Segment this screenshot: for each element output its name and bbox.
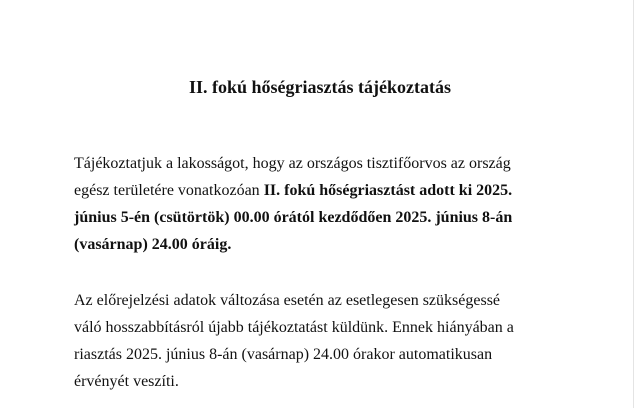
paragraph2-line2: váló hosszabbításról újabb tájékoztatást küldünk. Ennek hiányában a bbox=[74, 319, 514, 336]
paragraph1-line3-bold: június 5-én (csütörtök) 00.00 órától kezdődően 2025. június 8-án bbox=[74, 209, 513, 226]
paragraph1-line1: Tájékoztatjuk a lakosságot, hogy az országos tisztifőorvos az ország bbox=[74, 155, 511, 172]
paragraph2-line1: Az előrejelzési adatok változása esetén az esetlegesen szükségessé bbox=[74, 292, 501, 309]
paragraph-alert-notice bbox=[74, 150, 570, 258]
paragraph1-line4-bold: (vasárnap) 24.00 óráig. bbox=[74, 236, 232, 253]
paragraph1-line2-regular: egész területére vonatkozóan bbox=[74, 182, 264, 199]
paragraph2-line3: riasztás 2025. június 8-án (vasárnap) 24.00 órakor automatikusan bbox=[74, 346, 493, 363]
document-title: II. fokú hőségriasztás tájékoztatás bbox=[189, 77, 451, 97]
paragraph2-line4: érvényét veszíti. bbox=[74, 373, 179, 390]
page-edge-divider bbox=[633, 0, 634, 408]
paragraph-extension-notice bbox=[74, 287, 570, 395]
paragraph1-line2-bold: II. fokú hőségriasztást adott ki 2025. bbox=[263, 182, 513, 199]
